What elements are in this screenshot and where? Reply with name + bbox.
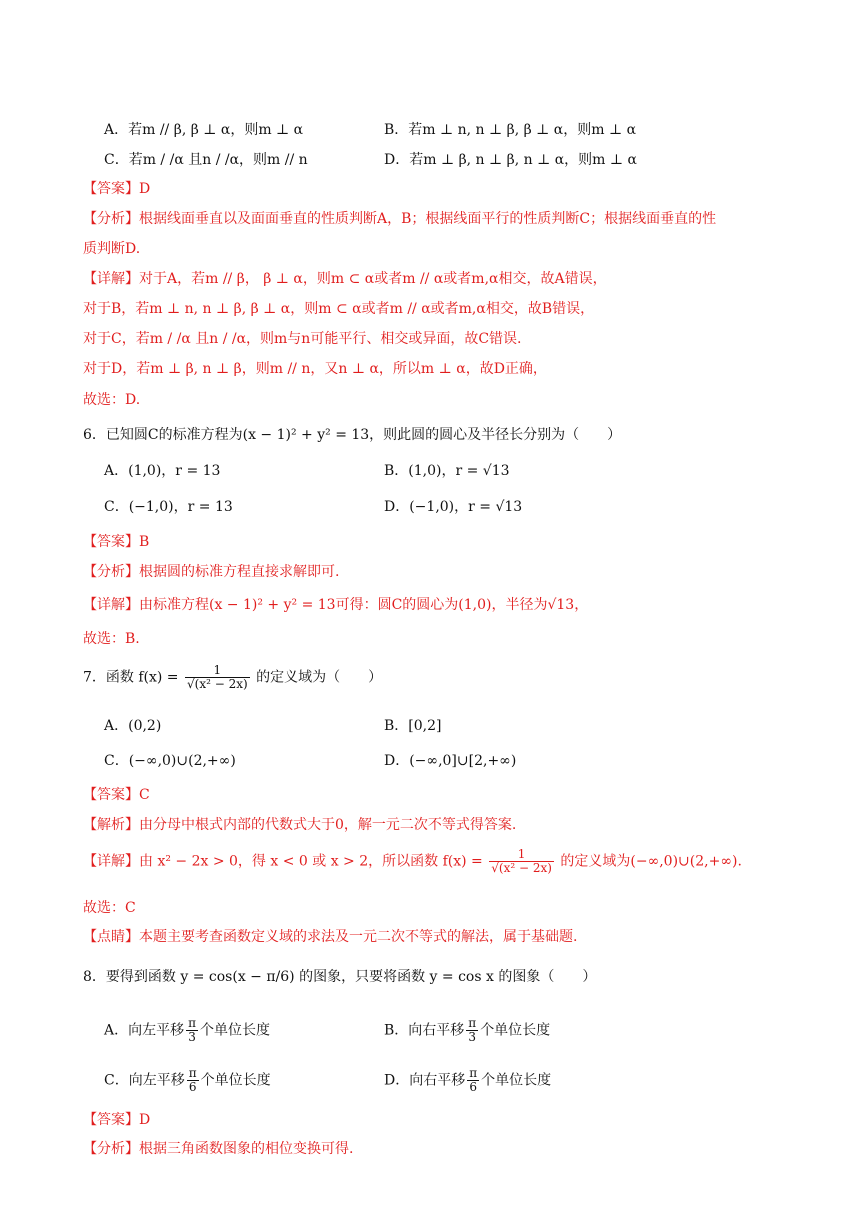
q8-option-a-pre: A．向左平移 — [104, 1022, 185, 1039]
q5-analysis-cont: 质判断D. — [83, 241, 141, 257]
q6-detail: 【详解】由标准方程(x − 1)² + y² = 13可得：圆C的圆心为(1,0)，半径为√13， — [83, 597, 589, 613]
q6-stem: 6．已知圆C的标准方程为(x − 1)² + y² = 13，则此圆的圆心及半径长分别为（ ） — [83, 427, 622, 443]
q6-answer: 【答案】B — [83, 534, 150, 550]
q5-option-c: C．若m / /α 且n / /α，则m // n — [104, 152, 308, 168]
q8-stem: 8．要得到函数 y = cos(x − π/6) 的图象，只要将函数 y = cos x 的图象（ ） — [83, 969, 597, 985]
q5-detail-4: 对于D，若m ⊥ β, n ⊥ β，则m // n，又n ⊥ α，所以m ⊥ α，故D正确， — [83, 361, 547, 377]
q7-fraction-num: 1 — [185, 664, 250, 678]
q5-option-d: D．若m ⊥ β, n ⊥ β, n ⊥ α，则m ⊥ α — [384, 152, 637, 168]
q8-option-d-num: π — [469, 1066, 478, 1080]
q7-stem-post: 的定义域为（ ） — [256, 669, 383, 686]
q8-answer: 【答案】D — [83, 1112, 151, 1128]
q5-option-b: B．若m ⊥ n, n ⊥ β, β ⊥ α，则m ⊥ α — [384, 122, 637, 138]
q7-detail-fraction-den: √(x² − 2x) — [491, 861, 552, 875]
q7-detail-post: 的定义域为(−∞,0)∪(2,+∞). — [560, 853, 742, 870]
q6-choose: 故选：B. — [83, 631, 140, 647]
q5-analysis: 【分析】根据线面垂直以及面面垂直的性质判断A，B；根据线面平行的性质判断C；根据线面垂直的性 — [83, 211, 717, 227]
q5-detail-3: 对于C，若m / /α 且n / /α，则m与n可能平行、相交或异面，故C错误. — [83, 331, 522, 347]
q8-analysis: 【分析】根据三角函数图象的相位变换可得. — [83, 1141, 354, 1157]
q7-detail-fraction-num: 1 — [489, 848, 554, 862]
q7-option-d: D．(−∞,0]∪[2,+∞) — [384, 753, 517, 769]
q7-option-c: C．(−∞,0)∪(2,+∞) — [104, 753, 236, 769]
q7-answer: 【答案】C — [83, 787, 150, 803]
q8-option-a-fraction — [186, 1017, 198, 1044]
q8-option-d — [384, 1067, 551, 1094]
q6-option-c: C．(−1,0)，r = 13 — [104, 499, 233, 515]
q8-option-c-den: 6 — [188, 1080, 197, 1094]
q8-option-c-pre: C．向左平移 — [104, 1072, 185, 1089]
q8-option-c-post: 个单位长度 — [200, 1072, 271, 1089]
q8-option-d-fraction — [467, 1067, 479, 1094]
q7-stem-pre: 7．函数 f(x) = — [83, 669, 179, 686]
q7-detail-pre: 【详解】由 x² − 2x > 0，得 x < 0 或 x > 2，所以函数 f(x) = — [83, 853, 483, 870]
q5-answer: 【答案】D — [83, 181, 151, 197]
q5-option-a: A．若m // β, β ⊥ α，则m ⊥ α — [104, 122, 304, 138]
q6-option-d: D．(−1,0)，r = √13 — [384, 499, 523, 515]
q5-detail-1: 【详解】对于A，若m // β， β ⊥ α，则m ⊂ α或者m // α或者m,α相交，故A错误， — [83, 271, 607, 287]
q5-detail-2: 对于B，若m ⊥ n, n ⊥ β, β ⊥ α，则m ⊂ α或者m // α或者m,α相交，故B错误， — [83, 301, 595, 317]
q7-fraction — [185, 664, 250, 691]
q8-option-c-num: π — [188, 1066, 197, 1080]
q8-option-b-num: π — [468, 1016, 477, 1030]
q7-option-b: B．[0,2] — [384, 718, 442, 734]
q7-analysis: 【解析】由分母中根式内部的代数式大于0，解一元二次不等式得答案. — [83, 817, 517, 833]
q7-detail-fraction — [489, 848, 554, 875]
q7-stem — [83, 664, 382, 691]
q8-option-a-post: 个单位长度 — [200, 1022, 271, 1039]
q6-option-a: A．(1,0)，r = 13 — [104, 463, 221, 479]
q7-comment: 【点睛】本题主要考查函数定义域的求法及一元二次不等式的解法，属于基础题. — [83, 929, 578, 945]
q8-option-a-den: 3 — [188, 1030, 196, 1044]
q7-detail — [83, 848, 742, 875]
q5-choose: 故选：D. — [83, 392, 141, 408]
q8-option-d-den: 6 — [469, 1080, 477, 1094]
q8-option-c — [104, 1067, 271, 1094]
q8-option-b-post: 个单位长度 — [480, 1022, 551, 1039]
q8-option-b-fraction — [466, 1017, 478, 1044]
q6-analysis: 【分析】根据圆的标准方程直接求解即可. — [83, 564, 340, 580]
q8-option-a-num: π — [188, 1016, 197, 1030]
q8-option-b-pre: B．向右平移 — [384, 1022, 465, 1039]
q8-option-c-fraction — [187, 1067, 199, 1094]
q8-option-b — [384, 1017, 550, 1044]
q8-option-d-pre: D．向右平移 — [384, 1072, 466, 1089]
q7-fraction-den: √(x² − 2x) — [187, 677, 248, 691]
q7-option-a: A．(0,2) — [104, 718, 162, 734]
q8-option-a — [104, 1017, 270, 1044]
q6-option-b: B．(1,0)，r = √13 — [384, 463, 510, 479]
q7-choose: 故选：C — [83, 900, 136, 916]
q8-option-b-den: 3 — [468, 1030, 477, 1044]
q8-option-d-post: 个单位长度 — [481, 1072, 552, 1089]
